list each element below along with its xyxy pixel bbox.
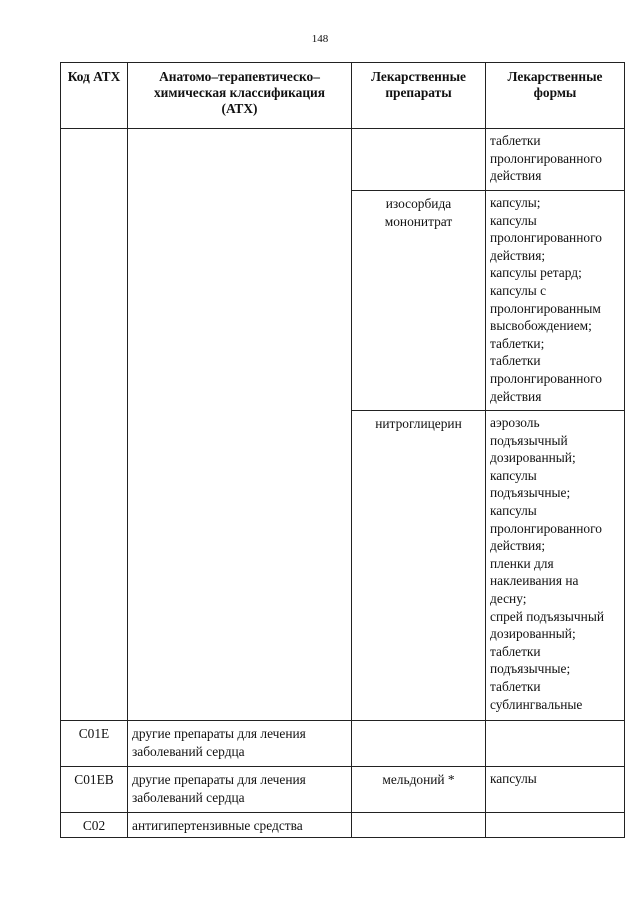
- form-line: капсулы с: [490, 282, 547, 298]
- form-line: таблетки: [490, 133, 541, 148]
- form-line: капсулы;: [490, 195, 541, 210]
- form-line: дозированный;: [490, 626, 576, 642]
- form-line: капсулы ретард;: [490, 265, 582, 281]
- classification-cell: другие препараты для лечения заболеваний сердца: [128, 767, 352, 813]
- header-forms: [486, 63, 625, 129]
- classification-cell: другие препараты для лечения заболеваний сердца: [128, 721, 352, 767]
- table-row: [61, 129, 625, 191]
- forms-cell: [486, 721, 625, 767]
- form-line: пленки для: [490, 555, 554, 571]
- form-line: подъязычные;: [490, 485, 571, 501]
- forms-cell: [486, 411, 625, 721]
- code-cell: [61, 129, 128, 721]
- form-line: пролонгированного: [490, 370, 602, 386]
- forms-cell: [486, 813, 625, 838]
- atx-table: [60, 62, 625, 838]
- form-line: подъязычный: [490, 432, 568, 448]
- header-drugs-line: препараты: [385, 85, 452, 100]
- table-row: [61, 767, 625, 813]
- drug-line: мононитрат: [384, 213, 453, 229]
- classification-cell: антигипертензивные средства: [128, 813, 352, 838]
- drug-cell: [352, 129, 486, 191]
- table-header-row: [61, 63, 625, 129]
- form-line: действия;: [490, 247, 546, 263]
- form-line: десну;: [490, 590, 527, 606]
- form-line: высвобождением;: [490, 318, 592, 334]
- form-line: капсулы: [490, 502, 537, 518]
- form-line: пролонгированным: [490, 300, 601, 316]
- drug-line: изосорбида: [385, 196, 452, 211]
- classification-cell: [128, 129, 352, 721]
- form-line: сублингвальные: [490, 696, 583, 712]
- code-cell: C01E: [61, 721, 128, 767]
- drug-cell: [352, 191, 486, 411]
- form-line: таблетки: [490, 643, 541, 659]
- form-line: наклеивания на: [490, 573, 579, 589]
- header-classification-line: химическая классификация: [153, 85, 326, 100]
- form-line: таблетки: [490, 678, 541, 694]
- table-row: [61, 721, 625, 767]
- forms-cell: [486, 129, 625, 191]
- form-line: действия: [490, 168, 542, 184]
- form-line: дозированный;: [490, 450, 576, 466]
- form-line: действия;: [490, 538, 546, 554]
- drug-cell: [352, 813, 486, 838]
- form-line: пролонгированного: [490, 520, 602, 536]
- drug-cell: нитроглицерин: [352, 411, 486, 721]
- form-line: таблетки: [490, 353, 541, 369]
- form-line: пролонгированного: [490, 150, 602, 166]
- form-line: пролонгированного: [490, 230, 602, 246]
- form-line: подъязычные;: [490, 661, 571, 677]
- header-forms-line: формы: [533, 85, 577, 100]
- form-line: спрей подъязычный: [490, 608, 604, 624]
- header-classification-line: Анатомо–терапевтическо–: [159, 69, 320, 84]
- form-line: действия: [490, 388, 542, 404]
- form-line: капсулы: [490, 212, 537, 228]
- table-row: [61, 813, 625, 838]
- header-drugs-line: Лекарственные: [370, 69, 466, 84]
- header-forms-line: Лекарственные: [507, 69, 603, 84]
- header-drugs: [352, 63, 486, 129]
- page-number: 148: [311, 33, 329, 45]
- form-line: аэрозоль: [490, 415, 540, 430]
- form-line: таблетки;: [490, 335, 545, 351]
- forms-cell: капсулы: [486, 767, 625, 813]
- header-classification: [128, 63, 352, 129]
- drug-cell: [352, 721, 486, 767]
- drug-cell: мельдоний *: [352, 767, 486, 813]
- header-classification-line: (АТХ): [221, 101, 258, 116]
- code-cell: C01EB: [61, 767, 128, 813]
- code-cell: C02: [61, 813, 128, 838]
- header-code: Код АТХ: [61, 63, 128, 129]
- forms-cell: [486, 191, 625, 411]
- form-line: капсулы: [490, 467, 537, 483]
